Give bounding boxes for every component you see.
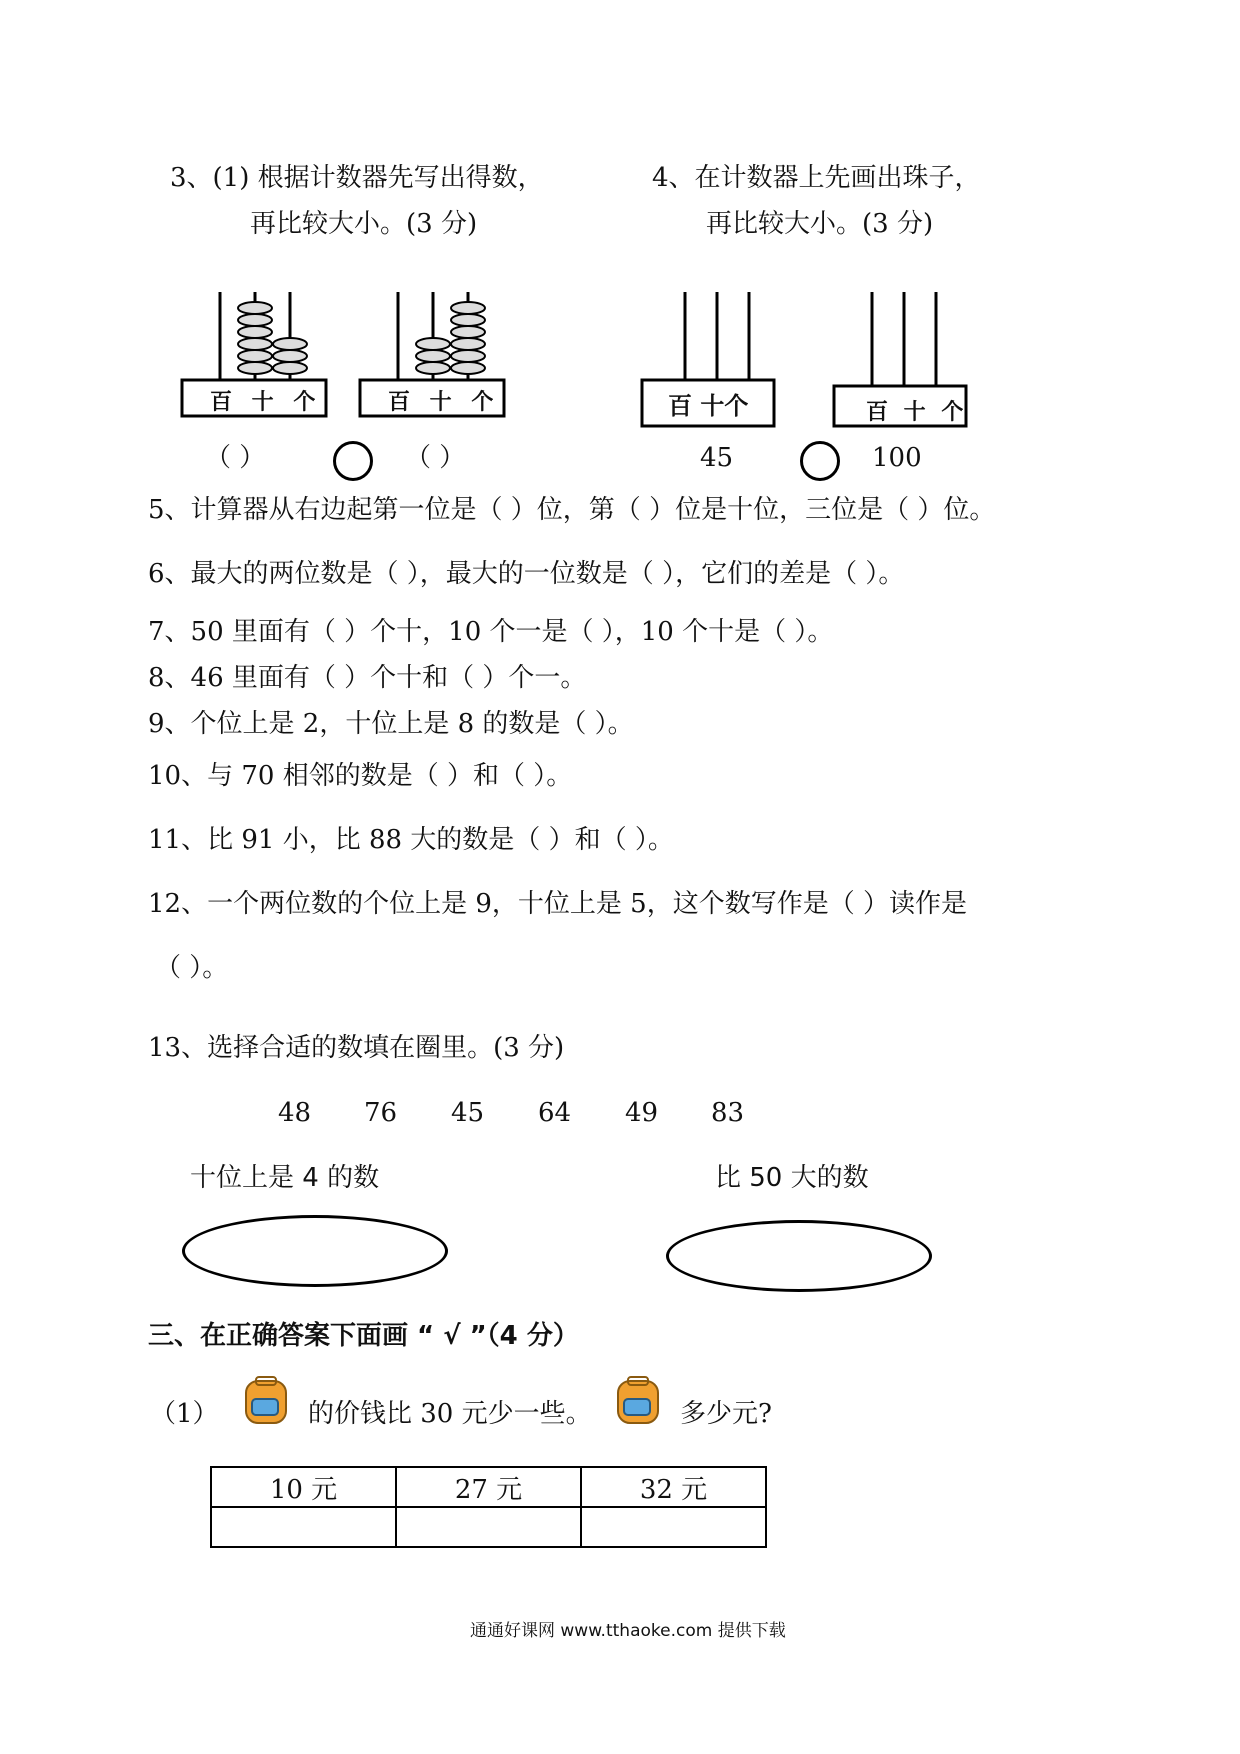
q4-line1: 4、在计数器上先画出珠子， xyxy=(652,163,981,193)
q4-compare-circle[interactable] xyxy=(800,441,840,481)
answer-table xyxy=(210,1466,767,1548)
q3-line2: 再比较大小。(3 分) xyxy=(250,209,478,239)
option-cell: 32 元 xyxy=(581,1467,766,1507)
abacus-3-label: 百 十个 xyxy=(668,391,749,420)
backpack-icon xyxy=(612,1375,664,1427)
q13-number: 76 xyxy=(364,1098,398,1128)
q13-number: 83 xyxy=(711,1098,745,1128)
check-cell[interactable] xyxy=(581,1507,766,1547)
q6: 6、最大的两位数是（ ），最大的一位数是（ ），它们的差是（ ）。 xyxy=(148,559,905,589)
q13-right-oval[interactable] xyxy=(666,1220,932,1292)
q8: 8、46 里面有（ ）个十和（ ）个一。 xyxy=(148,663,587,693)
s3q1-end: 多少元? xyxy=(680,1399,772,1429)
q3-blank-left[interactable]: （ ） xyxy=(205,443,266,473)
footer: 通通好课网 www.tthaoke.com 提供下载 xyxy=(470,1621,786,1641)
s3q1-number: （1） xyxy=(150,1399,219,1429)
q12-line2: （ ）。 xyxy=(155,953,229,983)
q13-number: 45 xyxy=(451,1098,485,1128)
q13-left-oval[interactable] xyxy=(182,1215,448,1287)
q4-right-number: 100 xyxy=(872,443,922,473)
q11: 11、比 91 小，比 88 大的数是（ ）和（ ）。 xyxy=(148,825,674,855)
q9: 9、个位上是 2，十位上是 8 的数是（ ）。 xyxy=(148,709,634,739)
q7: 7、50 里面有（ ）个十，10 个一是（ ），10 个十是（ ）。 xyxy=(148,617,834,647)
s3q1-text: 的价钱比 30 元少一些。 xyxy=(308,1399,592,1429)
q13-number: 49 xyxy=(625,1098,659,1128)
q5: 5、计算器从右边起第一位是（ ）位，第（ ）位是十位，三位是（ ）位。 xyxy=(148,495,996,525)
q10: 10、与 70 相邻的数是（ ）和（ ）。 xyxy=(148,761,573,791)
q13-right-label: 比 50 大的数 xyxy=(715,1163,869,1193)
q3-blank-right[interactable]: （ ） xyxy=(405,443,466,473)
q4-left-number: 45 xyxy=(700,443,734,473)
abacus-1-label: 百 十 个 xyxy=(210,389,322,415)
q13-number: 48 xyxy=(278,1098,312,1128)
q12-line1: 12、一个两位数的个位上是 9，十位上是 5，这个数写作是（ ）读作是 xyxy=(148,889,967,919)
abacus-4-label: 百 十 个 xyxy=(866,399,968,425)
abacus-2-label: 百 十 个 xyxy=(388,389,500,415)
q13-number: 64 xyxy=(538,1098,572,1128)
check-cell[interactable] xyxy=(396,1507,581,1547)
q3-line1: 3、(1) 根据计数器先写出得数， xyxy=(170,163,544,193)
q3-compare-circle[interactable] xyxy=(333,441,373,481)
section3-title: 三、在正确答案下面画 “ √ ”（4 分） xyxy=(148,1321,579,1351)
option-cell: 10 元 xyxy=(211,1467,396,1507)
q13-left-label: 十位上是 4 的数 xyxy=(190,1163,380,1193)
q13: 13、选择合适的数填在圈里。(3 分) xyxy=(148,1033,565,1063)
q4-line2: 再比较大小。(3 分) xyxy=(706,209,934,239)
check-cell[interactable] xyxy=(211,1507,396,1547)
option-cell: 27 元 xyxy=(396,1467,581,1507)
backpack-icon xyxy=(240,1375,292,1427)
